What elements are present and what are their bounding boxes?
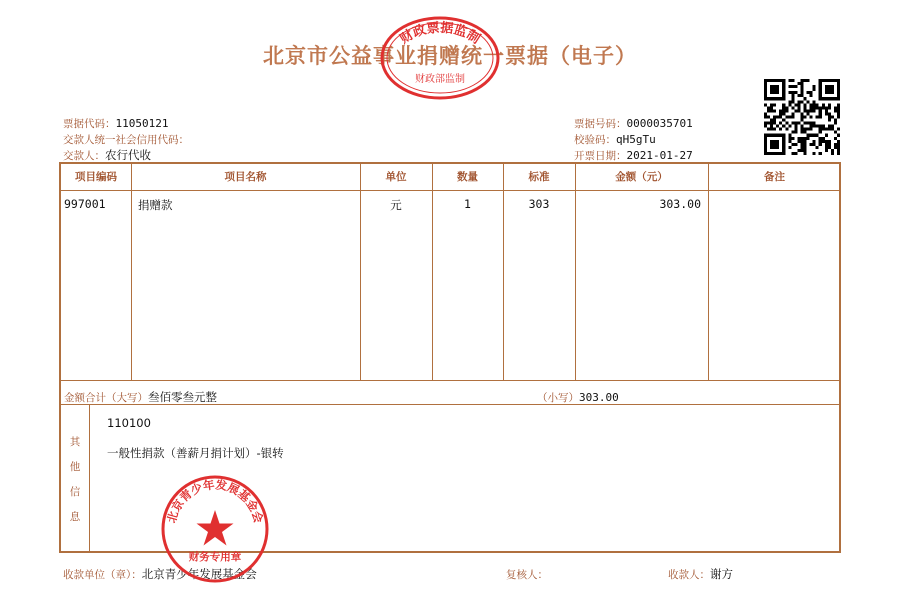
total-upper-row [64, 386, 217, 405]
col-divider [131, 164, 132, 380]
other-info-line2: 一般性捐款（善薪月捐计划）-银转 [107, 446, 284, 460]
reviewer-row [506, 563, 548, 582]
finance-supervision-seal [378, 14, 502, 102]
total-label: 金额合计（大写） [64, 392, 148, 404]
other-info-label [61, 434, 89, 534]
payer-label: 交款人： [63, 150, 105, 162]
other-info-char: 信 [69, 486, 81, 498]
check-code-label: 校验码： [574, 134, 616, 146]
other-info-char: 息 [69, 511, 81, 523]
bottom-seal-ring-text: 北京青少年发展基金会 [164, 477, 266, 525]
payer-value: 农行代收 [105, 148, 151, 162]
th-remark: 备注 [764, 171, 785, 183]
other-info-char: 其 [69, 436, 81, 448]
total-small-label: （小写） [537, 392, 579, 404]
total-small-value: 303.00 [579, 391, 619, 404]
bill-code-value: 11050121 [115, 117, 169, 130]
total-divider-top [61, 380, 839, 381]
payer-row [63, 144, 151, 163]
cell-standard: 303 [528, 197, 550, 211]
other-info-line1: 110100 [107, 416, 151, 430]
bill-title: 北京市公益事业捐赠统一票据（电子） [263, 43, 637, 68]
star-icon [197, 510, 234, 546]
receiver-value: 北京青少年发展基金会 [141, 567, 257, 581]
cell-unit: 元 [390, 198, 402, 212]
collector-label: 收款人： [668, 569, 710, 581]
collector-row [668, 563, 733, 582]
credit-code-label: 交款人统一社会信用代码： [63, 134, 189, 146]
issue-date-value: 2021-01-27 [626, 149, 693, 162]
cell-amount: 303.00 [659, 197, 701, 211]
bill-number-label: 票据号码： [574, 118, 627, 130]
foundation-finance-seal [160, 474, 270, 584]
receiver-label: 收款单位（章）： [63, 569, 142, 581]
bill-code-label: 票据代码： [63, 118, 116, 130]
th-unit: 单位 [385, 171, 407, 183]
cell-code: 997001 [64, 197, 106, 211]
cell-qty: 1 [464, 197, 471, 211]
top-seal-outer-text: 财政票据监制 [397, 20, 483, 48]
cell-name: 捐赠款 [138, 198, 173, 212]
reviewer-label: 复核人： [506, 569, 548, 581]
header-divider [61, 190, 839, 191]
bottom-seal-center-text: 财务专用章 [188, 551, 242, 563]
total-upper-value: 叁佰零叁元整 [148, 390, 217, 404]
other-info-char: 他 [69, 461, 81, 473]
th-amount: 金额（元） [615, 171, 668, 183]
th-name: 项目名称 [224, 171, 267, 183]
issue-date-row [574, 144, 693, 163]
issue-date-label: 开票日期： [574, 150, 627, 162]
check-code-value: qH5gTu [616, 133, 656, 146]
th-qty: 数量 [457, 171, 478, 183]
total-small-row [537, 386, 619, 405]
top-seal-inner-text: 财政部监制 [415, 74, 465, 85]
col-divider [708, 164, 709, 380]
th-standard: 标准 [528, 171, 550, 183]
other-info-divider [89, 404, 90, 553]
th-code: 项目编码 [75, 171, 117, 183]
collector-value: 谢方 [710, 567, 733, 581]
qr-code [764, 79, 840, 155]
bill-number-value: 0000035701 [626, 117, 693, 130]
